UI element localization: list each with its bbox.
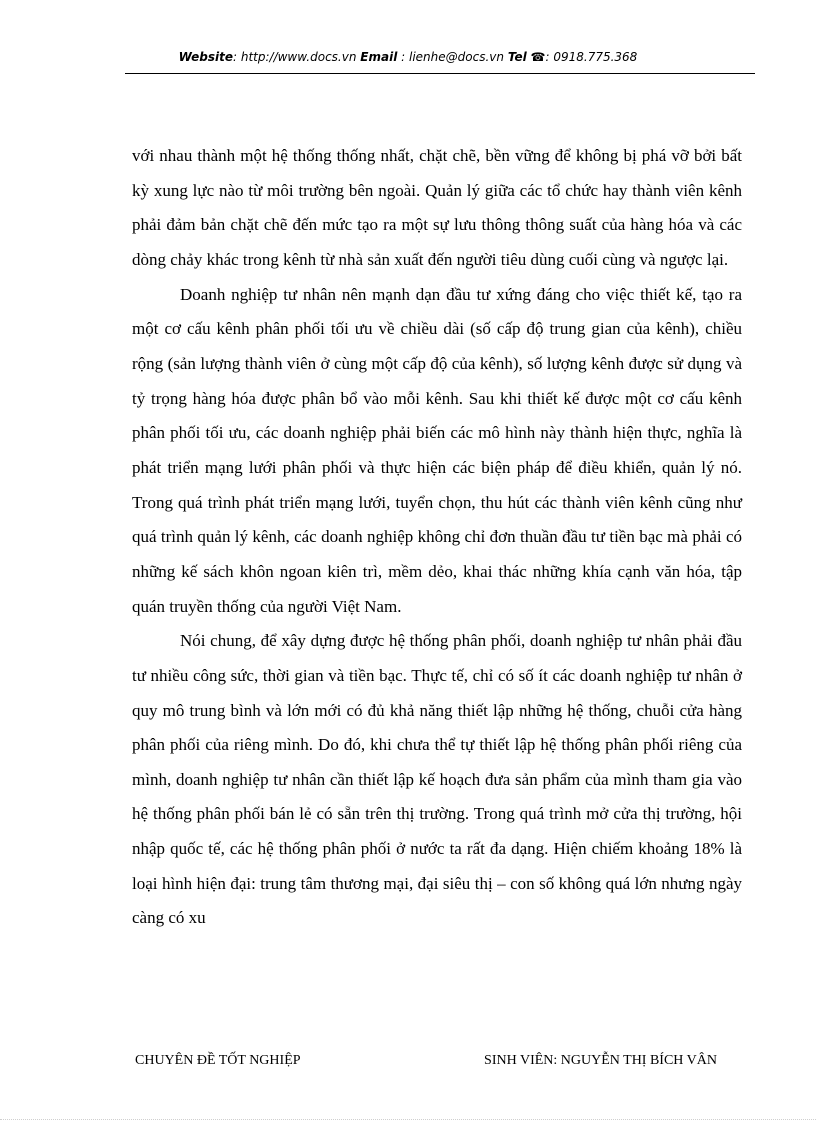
footer-title: CHUYÊN ĐỀ TỐT NGHIỆP xyxy=(135,1053,301,1068)
paragraph-2: Doanh nghiệp tư nhân nên mạnh dạn đầu tư xứng đáng cho việc thiết kế, tạo ra một cơ cấu kênh phân phối tối ưu về chiều dài (số cấp độ trung gian của kênh), chiều rộng (sản lượng thành viên ở cùng một cấp độ của kênh), số lượng kênh được sử dụng và tỷ trọng hàng hóa được phân bổ vào mỗi kênh. Sau khi thiết kế được một cơ cấu kênh phân phối tối ưu, các doanh nghiệp phải biến các mô hình này thành hiện thực, nghĩa là phát triển mạng lưới phân phối và thực hiện các biện pháp để điều khiển, quản lý nó. Trong quá trình phát triển mạng lưới, tuyển chọn, thu hút các thành viên kênh cũng như quá trình quản lý kênh, các doanh nghiệp không chỉ đơn thuần đầu tư tiền bạc mà phải có những kế sách khôn ngoan kiên trì, mềm dẻo, khai thác những khía cạnh văn hóa, tập quán truyền thống của người Việt Nam. xyxy=(132,284,742,616)
paragraph-3: Nói chung, để xây dựng được hệ thống phân phối, doanh nghiệp tư nhân phải đầu tư nhiều công sức, thời gian và tiền bạc. Thực tế, chỉ có số ít các doanh nghiệp tư nhân ở quy mô trung bình và lớn mới có đủ khả năng thiết lập những hệ thống, chuỗi cửa hàng phân phối của riêng mình. Do đó, khi chưa thể tự thiết lập hệ thống phân phối riêng của mình, doanh nghiệp tư nhân cần thiết lập kế hoạch đưa sản phẩm của mình tham gia vào hệ thống phân phối bán lẻ có sẵn trên thị trường. Trong quá trình mở cửa thị trường, hội nhập quốc tế, các hệ thống phân phối ở nước ta rất đa dạng. Hiện chiếm khoảng 18% là loại hình hiện đại: trung tâm thương mại, đại siêu thị – con số không quá lớn nhưng ngày càng có xu xyxy=(132,631,742,928)
website-label: Website xyxy=(178,50,233,64)
email-value: : lienhe@docs.vn xyxy=(401,50,504,64)
website-value: : http://www.docs.vn xyxy=(233,50,357,64)
paragraph-1: với nhau thành một hệ thống thống nhất, chặt chẽ, bền vững để không bị phá vỡ bởi bất kỳ xung lực nào từ môi trường bên ngoài. Quản lý giữa các tổ chức hay thành viên kênh phải đảm bản chặt chẽ đến mức tạo ra một sự lưu thông thông suất của hàng hóa và các dòng chảy khác trong kênh từ nhà sản xuất đến người tiêu dùng cuối cùng và ngược lại. xyxy=(132,146,742,269)
email-label: Email xyxy=(360,50,398,64)
footer-student: SINH VIÊN: NGUYỄN THỊ BÍCH VÂN xyxy=(484,1053,717,1068)
phone-icon: ☎ xyxy=(530,50,546,64)
tel-label: Tel xyxy=(507,50,527,64)
page-bottom-divider xyxy=(0,1119,816,1120)
document-body xyxy=(132,139,742,936)
header-divider xyxy=(125,73,755,74)
page-header xyxy=(0,50,816,64)
tel-value: : 0918.775.368 xyxy=(545,50,638,64)
page-footer xyxy=(135,1053,717,1069)
